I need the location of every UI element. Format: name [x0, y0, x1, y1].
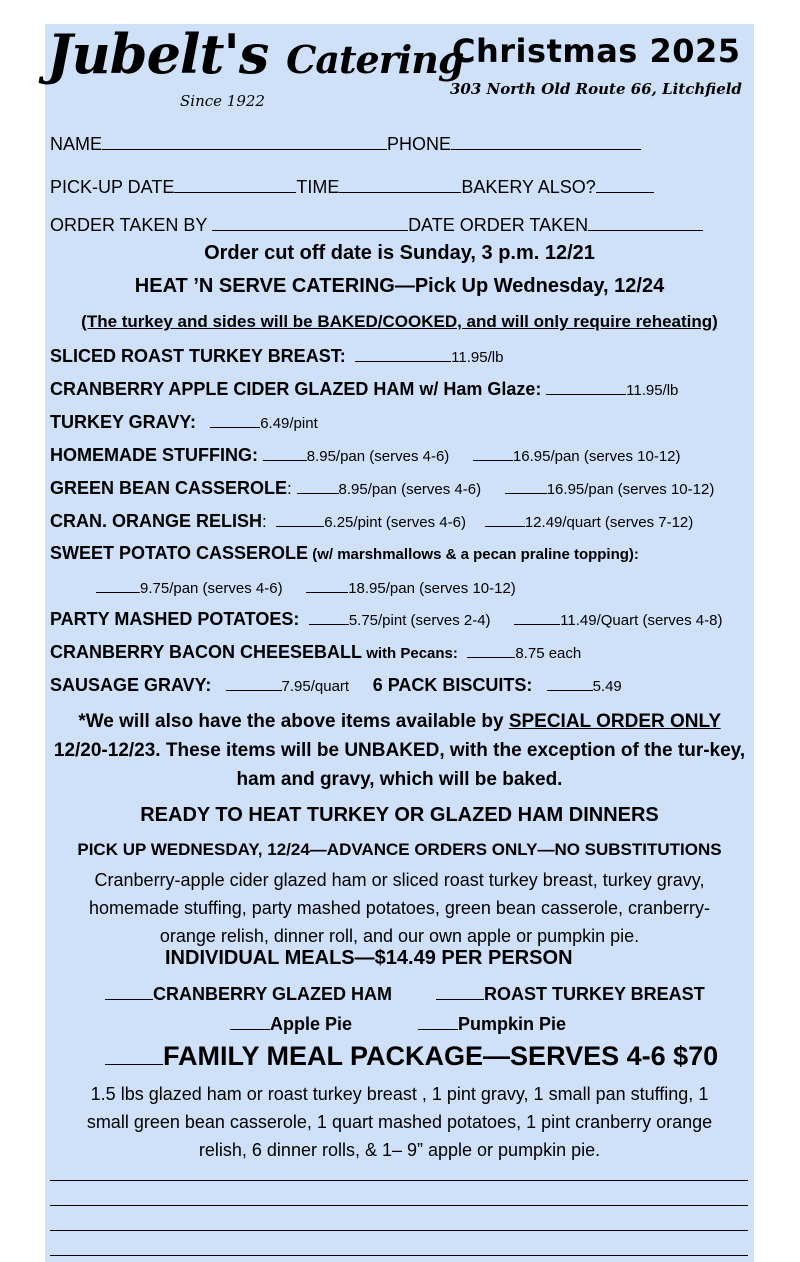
item-price-biscuits: 5.49: [592, 678, 622, 695]
date-order-taken-field[interactable]: [588, 214, 703, 231]
qty-field-large[interactable]: [505, 477, 547, 494]
item-price: 8.75 each: [515, 645, 582, 662]
time-field[interactable]: [339, 176, 461, 193]
special-note-post: 12/20-12/23. These items will be UNBAKED, with the exception of the tur-key, ham and gravy, which will be baked.: [53, 740, 746, 790]
item-price: 7.95/quart: [281, 678, 350, 695]
item-price-large: 16.95/pan (serves 10-12): [546, 481, 715, 498]
qty-field[interactable]: [210, 411, 260, 428]
item-price: 8.95/pan (serves 4-6): [338, 481, 482, 498]
choice-turkey-field[interactable]: [436, 983, 484, 1000]
pickup-date-field[interactable]: [174, 176, 296, 193]
item-price: 6.25/pint (serves 4-6): [324, 514, 466, 531]
item-orange-relish: [50, 510, 693, 532]
individual-meals-title: INDIVIDUAL MEALS—$14.49 PER PERSON: [165, 947, 573, 969]
item-name: HOMEMADE STUFFING:: [50, 445, 258, 465]
phone-label: PHONE: [387, 134, 452, 154]
choice-ham-label: CRANBERRY GLAZED HAM: [153, 984, 393, 1004]
form-row-pickup: [50, 176, 654, 198]
order-taken-by-label: ORDER TAKEN BY: [50, 215, 208, 235]
address: 303 North Old Route 66, Litchfield: [450, 80, 742, 98]
pie-apple: [230, 1013, 352, 1035]
qty-field-large[interactable]: [514, 608, 560, 625]
family-meal-title: FAMILY MEAL PACKAGE—SERVES 4-6 $70: [163, 1041, 719, 1071]
event-title: Christmas 2025: [452, 32, 741, 70]
item-price-large: 18.95/pan (serves 10-12): [348, 580, 516, 597]
bakery-label: BAKERY ALSO?: [461, 177, 596, 197]
item-cheeseball: [50, 641, 581, 663]
notes-line[interactable]: [50, 1180, 748, 1181]
brand-subtitle: Catering: [286, 37, 464, 82]
qty-field[interactable]: [467, 641, 515, 658]
heat-serve-title: HEAT ’N SERVE CATERING—Pick Up Wednesday, 12/24: [134, 275, 665, 297]
item-extra: with Pecans:: [362, 645, 458, 662]
date-order-taken-label: DATE ORDER TAKEN: [408, 215, 589, 235]
heat-serve-note-text: (The turkey and sides will be BAKED/COOKED, and will only require reheating): [81, 312, 718, 331]
item-price: 11.95/lb: [626, 382, 679, 399]
phone-field[interactable]: [451, 133, 641, 150]
qty-field-large[interactable]: [485, 510, 525, 527]
notes-line[interactable]: [50, 1230, 748, 1231]
notes-line[interactable]: [50, 1255, 748, 1256]
form-row-order-taken: [50, 214, 703, 236]
qty-field-large[interactable]: [306, 576, 348, 593]
choice-turkey: [436, 983, 705, 1005]
item-name: SWEET POTATO CASSEROLE: [50, 543, 309, 563]
pie-apple-field[interactable]: [230, 1013, 270, 1030]
qty-field-large[interactable]: [473, 444, 513, 461]
pie-pumpkin-field[interactable]: [418, 1013, 458, 1030]
item-price: 5.75/pint (serves 2-4): [348, 612, 491, 629]
special-note-pre: *We will also have the above items available by: [78, 711, 509, 732]
item-turkey-gravy: [50, 411, 318, 433]
item-name: TURKEY GRAVY:: [50, 412, 197, 432]
item-mashed-potatoes: [50, 608, 722, 630]
family-meal-description: 1.5 lbs glazed ham or roast turkey breast , 1 pint gravy, 1 small pan stuffing, 1 small green bean casserole, 1 quart mashed potatoes, 1 pint cranberry orange relish, 6 dinner rolls, & 1– 9” apple or pumpkin pie.: [86, 1084, 713, 1160]
name-field[interactable]: [102, 133, 387, 150]
qty-field[interactable]: [96, 576, 140, 593]
family-meal-field[interactable]: [105, 1040, 163, 1065]
dinners-subtitle: PICK UP WEDNESDAY, 12/24—ADVANCE ORDERS ONLY—NO SUBSTITUTIONS: [77, 840, 722, 859]
item-name: PARTY MASHED POTATOES:: [50, 609, 300, 629]
time-label: TIME: [296, 177, 340, 197]
qty-field[interactable]: [546, 378, 626, 395]
item-price-large: 12.49/quart (serves 7-12): [524, 514, 694, 531]
dinners-title: READY TO HEAT TURKEY OR GLAZED HAM DINNERS: [140, 804, 659, 826]
qty-field[interactable]: [297, 477, 339, 494]
qty-field[interactable]: [276, 510, 324, 527]
pie-apple-label: Apple Pie: [270, 1014, 353, 1034]
item-turkey-breast: [50, 345, 503, 367]
pie-pumpkin: [418, 1013, 566, 1035]
heat-serve-note: [45, 312, 754, 332]
item-name: CRAN. ORANGE RELISH: [50, 511, 263, 531]
item-price: 9.75/pan (serves 4-6): [140, 580, 283, 597]
item-name-biscuits: 6 PACK BISCUITS:: [372, 675, 533, 695]
item-sweet-potato-options: [96, 576, 516, 598]
pickup-date-label: PICK-UP DATE: [50, 177, 175, 197]
dinners-description: Cranberry-apple cider glazed ham or sliced roast turkey breast, turkey gravy, homemade stuffing, party mashed potatoes, green bean casserole, cranberry-orange relish, dinner roll, and our own apple or pumpkin pie.: [88, 870, 711, 946]
family-meal: [105, 1040, 718, 1072]
item-price-large: 16.95/pan (serves 10-12): [512, 448, 681, 465]
item-glazed-ham: [50, 378, 678, 400]
item-name: SLICED ROAST TURKEY BREAST:: [50, 346, 346, 366]
brand-name: Jubelt's: [47, 22, 269, 86]
name-label: NAME: [50, 134, 103, 154]
item-name: CRANBERRY BACON CHEESEBALL: [50, 642, 363, 662]
bakery-field[interactable]: [596, 176, 654, 193]
choice-ham: [105, 983, 392, 1005]
notes-line[interactable]: [50, 1205, 748, 1206]
qty-field[interactable]: [355, 345, 451, 362]
cutoff-notice: Order cut off date is Sunday, 3 p.m. 12/21: [204, 242, 595, 264]
item-colon: :: [262, 512, 267, 531]
item-name: CRANBERRY APPLE CIDER GLAZED HAM w/ Ham Glaze:: [50, 379, 542, 399]
qty-field[interactable]: [263, 444, 307, 461]
item-sweet-potato: [50, 543, 639, 564]
choice-ham-field[interactable]: [105, 983, 153, 1000]
item-colon: :: [287, 479, 292, 498]
pie-pumpkin-label: Pumpkin Pie: [458, 1014, 567, 1034]
qty-field[interactable]: [226, 674, 282, 691]
item-price: 8.95/pan (serves 4-6): [306, 448, 450, 465]
item-stuffing: [50, 444, 681, 466]
item-green-bean: [50, 477, 714, 499]
form-row-name: [50, 133, 641, 155]
item-price-large: 11.49/Quart (serves 4-8): [560, 612, 723, 629]
item-price: 11.95/lb: [451, 349, 504, 366]
item-extra: (w/ marshmallows & a pecan praline topping):: [308, 546, 639, 563]
order-taken-by-field[interactable]: [212, 214, 408, 231]
item-sausage-gravy: [50, 674, 622, 696]
item-name: SAUSAGE GRAVY:: [50, 675, 212, 695]
brand-logo: [47, 22, 463, 86]
since-year: Since 1922: [180, 92, 265, 110]
qty-field[interactable]: [309, 608, 349, 625]
item-name: GREEN BEAN CASSEROLE: [50, 478, 288, 498]
qty-field-biscuits[interactable]: [547, 674, 593, 691]
special-note-highlight: SPECIAL ORDER ONLY: [508, 711, 721, 732]
special-order-note: [45, 707, 754, 794]
choice-turkey-label: ROAST TURKEY BREAST: [484, 984, 705, 1004]
item-price: 6.49/pint: [260, 415, 318, 432]
